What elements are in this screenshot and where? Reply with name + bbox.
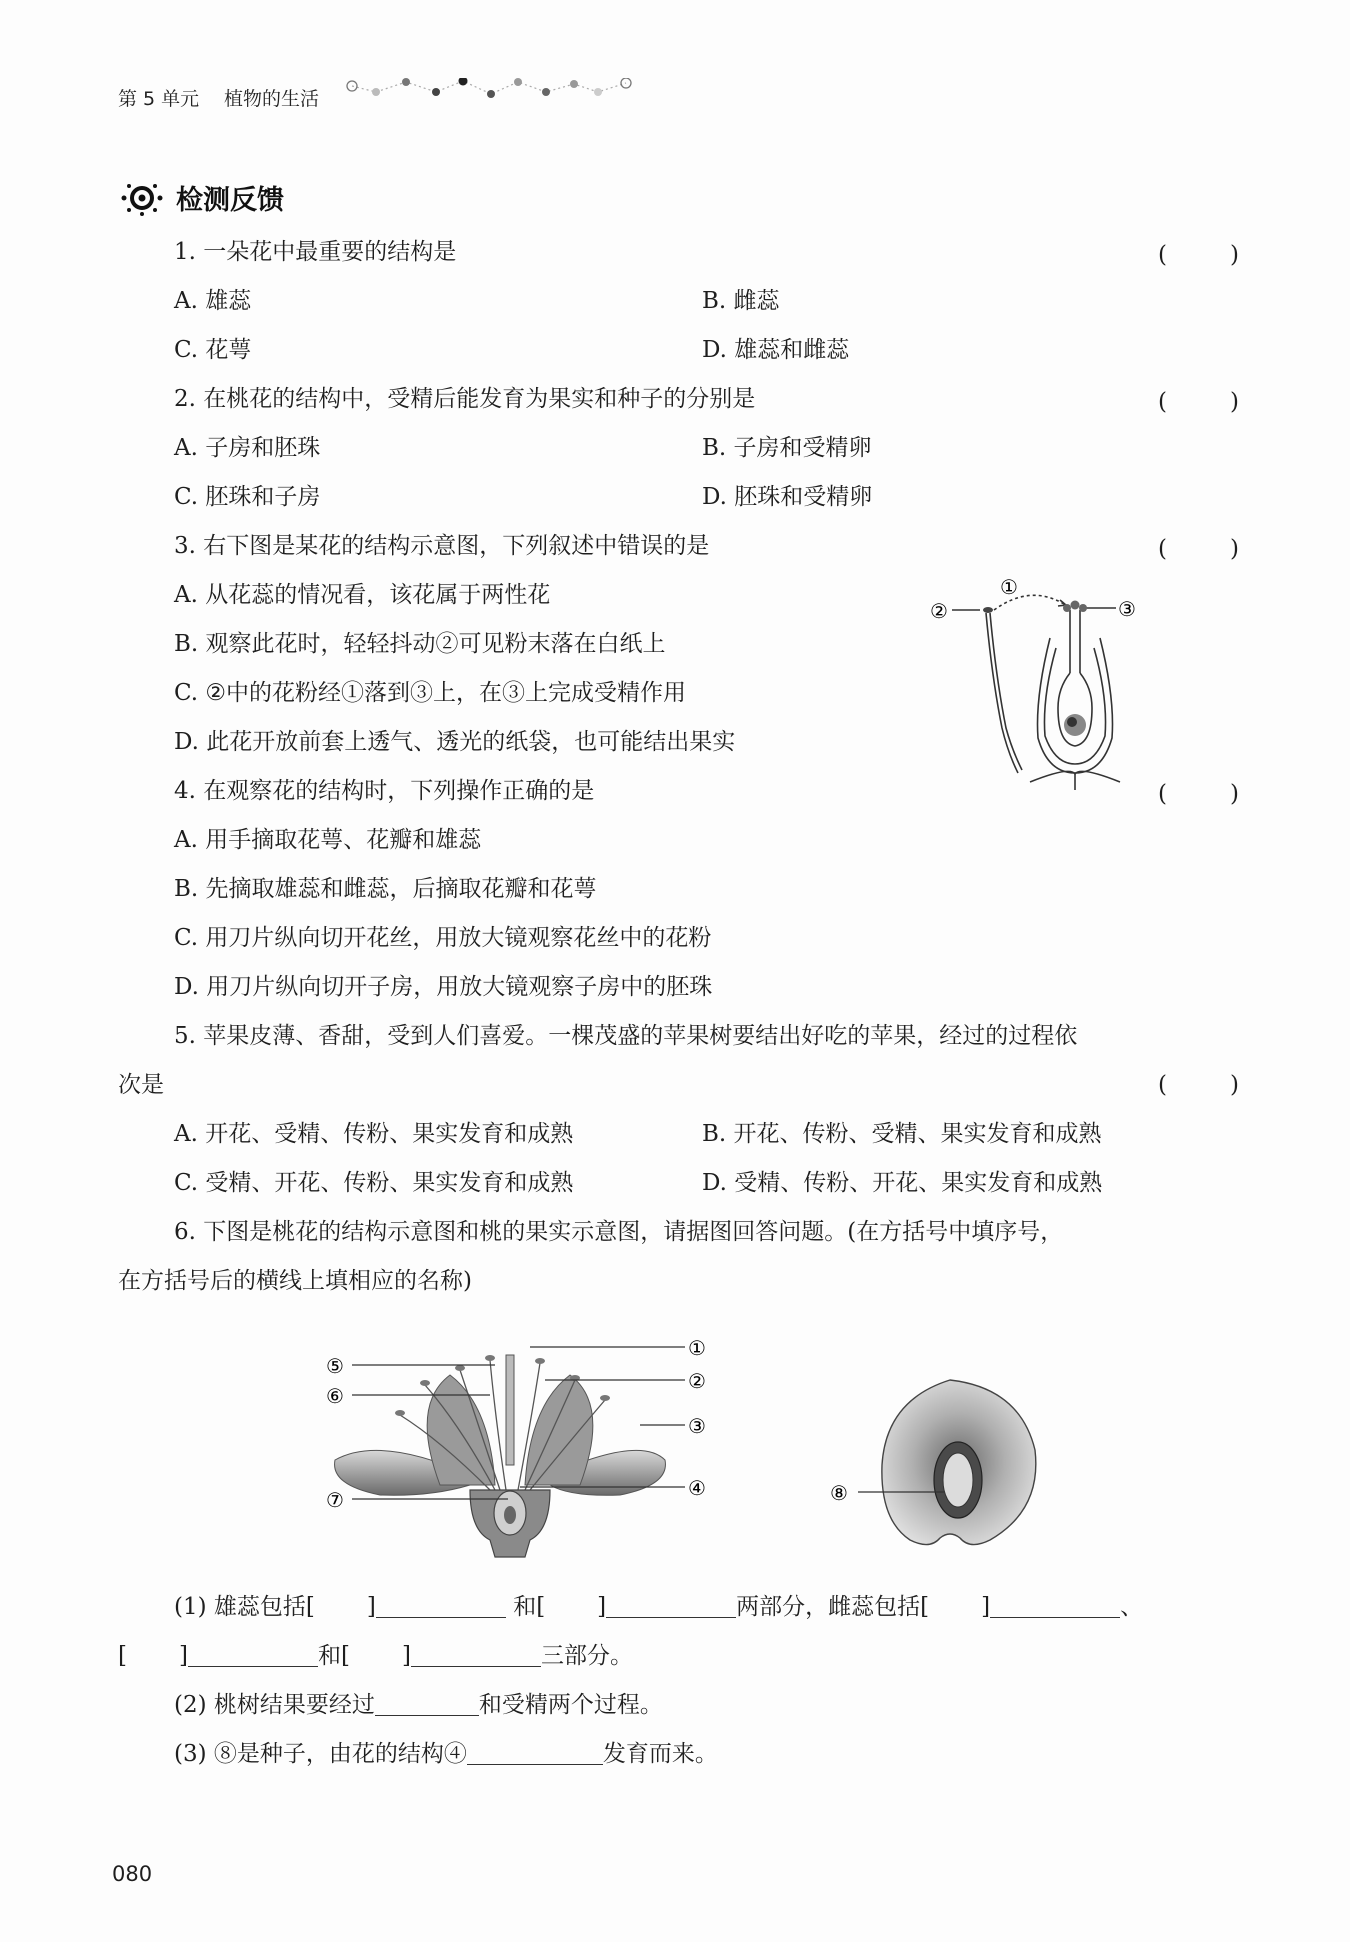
option-a[interactable]: A. 雄蕊	[174, 288, 252, 314]
question-6-stem-cont: 在方括号后的横线上填相应的名称)	[118, 1268, 472, 1294]
flower-label: ⑦	[326, 1488, 344, 1512]
question-text: 右下图是某花的结构示意图，下列叙述中错误的是	[203, 533, 710, 559]
paren-open: (	[1158, 1072, 1167, 1098]
option-a[interactable]: A. 开花、受精、传粉、果实发育和成熟	[174, 1121, 574, 1147]
text-segment: 雄蕊包括[	[213, 1594, 315, 1620]
answer-blank[interactable]	[376, 1595, 506, 1618]
answer-blank[interactable]	[375, 1693, 479, 1716]
answer-blank[interactable]	[606, 1595, 736, 1618]
text-segment: 和[	[317, 1643, 350, 1669]
answer-blank[interactable]	[990, 1595, 1120, 1618]
paren-close: )	[1230, 242, 1239, 268]
option-b[interactable]: B. 观察此花时，轻轻抖动②可见粉末落在白纸上	[174, 631, 666, 657]
question-text: 一朵花中最重要的结构是	[203, 239, 457, 265]
option-b[interactable]: B. 开花、传粉、受精、果实发育和成熟	[702, 1121, 1102, 1147]
text-segment: ]	[981, 1594, 991, 1620]
flower-label: ④	[688, 1476, 706, 1500]
fig-label: ③	[1118, 597, 1136, 621]
text-segment: 发育而来。	[602, 1741, 718, 1767]
question-text: 苹果皮薄、香甜，受到人们喜爱。一棵茂盛的苹果树要结出好吃的苹果，经过的过程依	[203, 1023, 1078, 1049]
text-segment: 桃树结果要经过	[213, 1692, 375, 1718]
text-segment: 和受精两个过程。	[478, 1692, 663, 1718]
question-text: 在桃花的结构中，受精后能发育为果实和种子的分别是	[203, 386, 756, 412]
question-number: 5.	[174, 1023, 196, 1049]
question-text: 下图是桃花的结构示意图和桃的果实示意图，请据图回答问题。(在方括号中填序号，	[203, 1219, 1064, 1245]
peach-flower-diagram	[320, 1325, 720, 1560]
q6-part-1	[174, 1592, 1143, 1622]
sub-number: (2)	[174, 1692, 207, 1718]
fig-label: ②	[930, 599, 948, 623]
question-number: 3.	[174, 533, 196, 559]
option-b[interactable]: B. 子房和受精卵	[702, 435, 872, 461]
text-segment: ]	[366, 1594, 376, 1620]
option-a[interactable]: A. 用手摘取花萼、花瓣和雄蕊	[174, 827, 482, 853]
paren-close: )	[1230, 389, 1239, 415]
question-number: 2.	[174, 386, 196, 412]
flower-label: ③	[688, 1414, 706, 1438]
question-4-stem	[174, 776, 594, 806]
text-segment: ⑧是种子，由花的结构④	[213, 1741, 467, 1767]
paren-open: (	[1158, 389, 1167, 415]
answer-blank[interactable]	[467, 1742, 603, 1765]
text-segment: ]	[401, 1643, 411, 1669]
question-6-stem	[174, 1217, 1063, 1247]
option-d[interactable]: D. 此花开放前套上透气、透光的纸袋，也可能结出果实	[174, 729, 736, 755]
sub-number: (1)	[174, 1594, 207, 1620]
q6-part-3	[174, 1739, 718, 1769]
section-title-text: 检测反馈	[176, 185, 284, 216]
q6-part-2	[174, 1690, 663, 1720]
option-d[interactable]: D. 雄蕊和雌蕊	[702, 337, 850, 363]
paren-close: )	[1230, 781, 1239, 807]
unit-label: 第 5 单元	[118, 88, 200, 110]
question-number: 1.	[174, 239, 196, 265]
flower-label: ②	[688, 1369, 706, 1393]
sub-number: (3)	[174, 1741, 207, 1767]
answer-blank[interactable]	[411, 1644, 541, 1667]
question-2-stem	[174, 384, 755, 414]
paren-close: )	[1230, 536, 1239, 562]
option-d[interactable]: D. 胚珠和受精卵	[702, 484, 873, 510]
question-3-stem	[174, 531, 709, 561]
option-a[interactable]: A. 从花蕊的情况看，该花属于两性花	[174, 582, 551, 608]
decorative-dots-icon	[346, 78, 746, 118]
question-1-stem	[174, 237, 456, 267]
option-b[interactable]: B. 雌蕊	[702, 288, 780, 314]
question-5-stem-cont: 次是	[118, 1072, 164, 1098]
unit-title: 植物的生活	[224, 88, 320, 110]
page-number: 080	[112, 1862, 153, 1886]
option-d[interactable]: D. 受精、传粉、开花、果实发育和成熟	[702, 1170, 1103, 1196]
peach-fruit-diagram	[820, 1370, 1050, 1550]
text-segment: 、	[1120, 1594, 1144, 1620]
flower-structure-diagram	[930, 578, 1150, 790]
question-text: 在观察花的结构时，下列操作正确的是	[203, 778, 595, 804]
flower-label: ①	[688, 1336, 706, 1360]
paren-open: (	[1158, 242, 1167, 268]
lightbulb-icon	[118, 182, 166, 216]
text-segment: [	[118, 1643, 127, 1669]
option-a[interactable]: A. 子房和胚珠	[174, 435, 321, 461]
flower-label: ⑤	[326, 1354, 344, 1378]
option-c[interactable]: C. 花萼	[174, 337, 252, 363]
paren-open: (	[1158, 781, 1167, 807]
fig-label: ①	[1000, 578, 1018, 599]
option-c[interactable]: C. 胚珠和子房	[174, 484, 321, 510]
option-c[interactable]: C. ②中的花粉经①落到③上，在③上完成受精作用	[174, 680, 687, 706]
text-segment: ]	[178, 1643, 188, 1669]
paren-open: (	[1158, 536, 1167, 562]
q6-part-1-cont	[118, 1641, 633, 1671]
text-segment: 两部分，雌蕊包括[	[736, 1594, 930, 1620]
option-b[interactable]: B. 先摘取雄蕊和雌蕊，后摘取花瓣和花萼	[174, 876, 597, 902]
text-segment: 三部分。	[540, 1643, 633, 1669]
answer-blank[interactable]	[188, 1644, 318, 1667]
option-c[interactable]: C. 用刀片纵向切开花丝，用放大镜观察花丝中的花粉	[174, 925, 712, 951]
text-segment: ]	[597, 1594, 607, 1620]
question-5-stem	[174, 1021, 1077, 1051]
option-c[interactable]: C. 受精、开花、传粉、果实发育和成熟	[174, 1170, 574, 1196]
option-d[interactable]: D. 用刀片纵向切开子房，用放大镜观察子房中的胚珠	[174, 974, 713, 1000]
paren-close: )	[1230, 1072, 1239, 1098]
flower-label: ⑥	[326, 1384, 344, 1408]
question-number: 6.	[174, 1219, 196, 1245]
fruit-label: ⑧	[830, 1481, 848, 1505]
text-segment: 和[	[513, 1594, 546, 1620]
question-number: 4.	[174, 778, 196, 804]
